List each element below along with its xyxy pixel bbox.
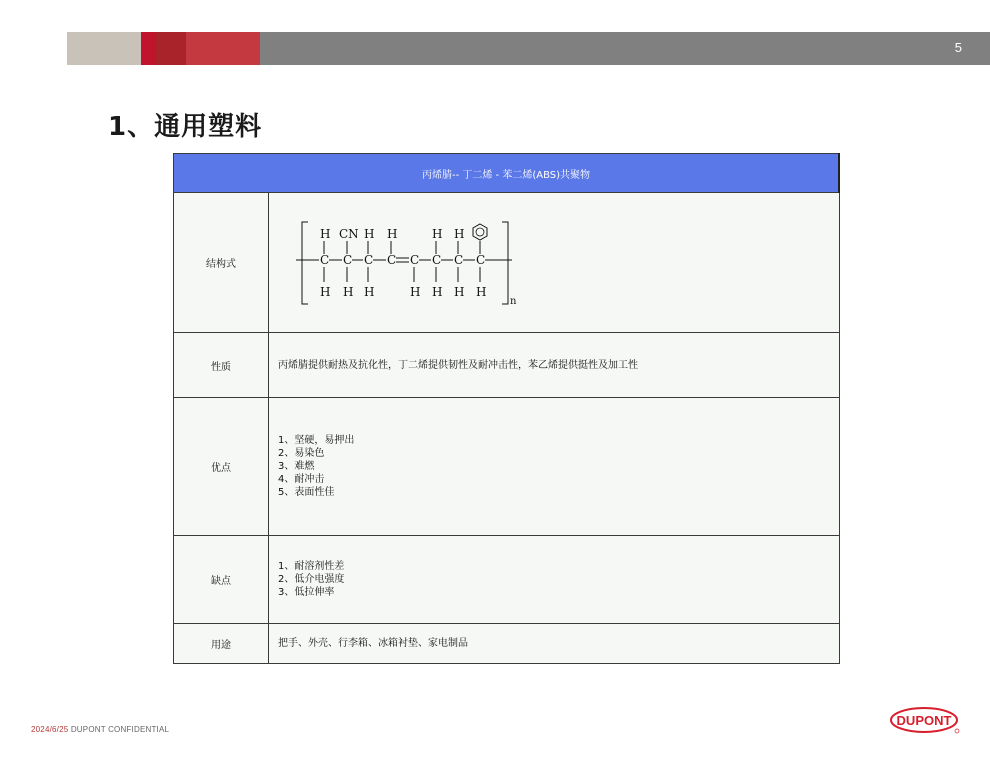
benzene-ring-icon <box>473 224 487 240</box>
page-title: 1、通用塑料 <box>108 112 263 142</box>
formula-bottom-atom: H <box>476 284 487 299</box>
list-item: 2、易染色 <box>278 448 325 459</box>
table-row <box>174 624 840 664</box>
banner-segment-red <box>141 32 156 65</box>
formula-chain-atom: C <box>387 252 397 267</box>
formula-bottom-atom: H <box>364 284 375 299</box>
formula-top-atom: H <box>364 226 375 241</box>
formula-bottom-atom: H <box>320 284 331 299</box>
formula-chain-atom: C <box>364 252 374 267</box>
footer <box>31 725 169 734</box>
list-item: 2、低介电强度 <box>278 574 345 585</box>
structure-formula-cell <box>269 193 840 333</box>
top-banner <box>67 32 990 65</box>
formula-bottom-atom: H <box>343 284 354 299</box>
logo-text: DUPONT <box>896 713 952 728</box>
banner-segment-darkred <box>156 32 186 65</box>
abs-properties-table <box>173 153 840 664</box>
list-item: 4、耐冲击 <box>278 474 325 485</box>
page-number: 5 <box>954 40 962 55</box>
uses-text: 把手、外壳、行李箱、冰箱衬垫、家电制品 <box>269 624 840 664</box>
table-row <box>174 536 840 624</box>
advantages-list <box>269 398 840 536</box>
formula-chain-atom: C <box>454 252 464 267</box>
row-label-uses: 用途 <box>174 624 269 664</box>
list-item: 5、表面性佳 <box>278 487 335 498</box>
formula-chain-atom: C <box>476 252 486 267</box>
table-heading: 丙烯腈-- 丁二烯 - 苯二烯(ABS)共聚物 <box>174 154 840 193</box>
banner-segment-rose <box>186 32 260 65</box>
footer-date: 2024/6/25 <box>31 725 69 734</box>
formula-top-atom: CN <box>339 226 359 241</box>
formula-top-atom: H <box>454 226 465 241</box>
footer-confidential: DUPONT CONFIDENTIAL <box>70 725 170 734</box>
row-label-properties: 性质 <box>174 333 269 398</box>
formula-bottom-atom: H <box>432 284 443 299</box>
formula-chain-atom: C <box>320 252 330 267</box>
row-label-advantages: 优点 <box>174 398 269 536</box>
properties-text: 丙烯腈提供耐热及抗化性，丁二烯提供韧性及耐冲击性，苯乙烯提供挺性及加工性 <box>269 333 840 398</box>
formula-chain-atom: C <box>432 252 442 267</box>
table-row <box>174 333 840 398</box>
structural-formula <box>294 218 534 308</box>
formula-chain-atom: C <box>343 252 353 267</box>
formula-top-atom: H <box>320 226 331 241</box>
table-header-row <box>174 154 840 193</box>
list-item: 3、低拉伸率 <box>278 587 335 598</box>
disadvantages-list <box>269 536 840 624</box>
list-item: 3、难燃 <box>278 461 315 472</box>
formula-chain-atom: C <box>410 252 420 267</box>
formula-top-atom: H <box>432 226 443 241</box>
formula-top-atom: H <box>387 226 398 241</box>
row-label-disadvantages: 缺点 <box>174 536 269 624</box>
banner-segment-beige <box>67 32 141 65</box>
list-item: 1、坚硬，易押出 <box>278 435 355 446</box>
table-row <box>174 193 840 333</box>
formula-subscript: n <box>510 295 517 307</box>
table-row <box>174 398 840 536</box>
dupont-logo <box>888 706 960 736</box>
formula-bottom-atom: H <box>454 284 465 299</box>
row-label-structure: 结构式 <box>174 193 269 333</box>
list-item: 1、耐溶剂性差 <box>278 561 345 572</box>
formula-bottom-atom: H <box>410 284 421 299</box>
